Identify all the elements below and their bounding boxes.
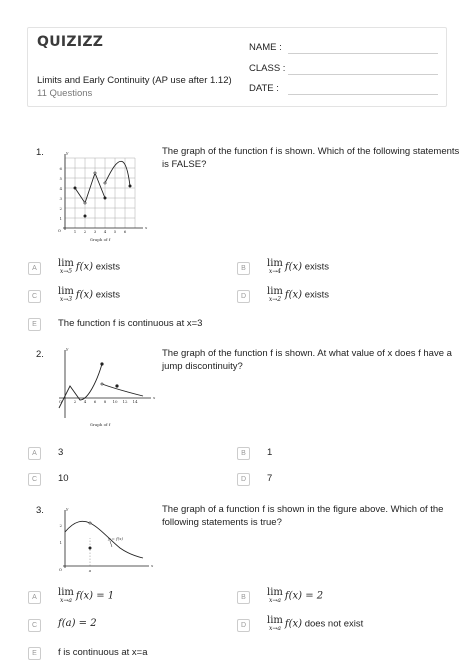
class-line bbox=[288, 74, 438, 75]
limit-symbol: lim x→a bbox=[58, 587, 74, 604]
origin-label: O bbox=[58, 567, 62, 572]
class-label: CLASS : bbox=[249, 63, 286, 74]
y-axis-label: y bbox=[66, 506, 69, 511]
option-a[interactable] bbox=[58, 588, 114, 604]
worksheet-title: Limits and Early Continuity (AP use after 1.12) bbox=[37, 75, 232, 86]
question-number: 1. bbox=[36, 147, 44, 158]
option-a-box[interactable]: A bbox=[28, 262, 41, 275]
limit-symbol: lim x→2 bbox=[267, 286, 283, 303]
option-d-box[interactable]: D bbox=[237, 473, 250, 486]
option-b-box[interactable]: B bbox=[237, 591, 250, 604]
option-e[interactable]: f is continuous at x=a bbox=[58, 647, 148, 658]
x-axis-label: x bbox=[151, 563, 154, 568]
limit-symbol: lim x→a bbox=[267, 615, 283, 632]
option-expression: f(x) = 2 bbox=[284, 590, 324, 602]
x-tick: 2 bbox=[73, 399, 77, 404]
x-tick: 4 bbox=[83, 399, 87, 404]
x-tick: 8 bbox=[103, 399, 107, 404]
option-b-box[interactable]: B bbox=[237, 447, 250, 460]
curve-label: y = f(x) bbox=[108, 536, 124, 541]
option-c[interactable]: 10 bbox=[58, 473, 69, 484]
question-3-graph bbox=[55, 508, 155, 578]
y-tick: 2 bbox=[59, 523, 62, 528]
name-line bbox=[288, 53, 438, 54]
option-d-box[interactable]: D bbox=[237, 619, 250, 632]
option-c[interactable] bbox=[58, 618, 97, 629]
option-d[interactable] bbox=[267, 616, 363, 632]
limit-symbol: lim x→4 bbox=[267, 258, 283, 275]
x-tick: 1 bbox=[73, 229, 77, 234]
option-c-box[interactable]: C bbox=[28, 619, 41, 632]
option-e-box[interactable]: E bbox=[28, 318, 41, 331]
quizizz-logo: QUIZIZZ bbox=[37, 34, 104, 50]
option-expression: f(x) bbox=[284, 261, 303, 273]
x-tick: 3 bbox=[93, 229, 97, 234]
question-2-graph bbox=[55, 346, 155, 431]
x-tick: 6 bbox=[93, 399, 97, 404]
x-tick: 12 bbox=[122, 399, 128, 404]
question-count: 11 Questions bbox=[37, 88, 93, 99]
question-text: The graph of the function f is shown. Which of the following statements is FALSE? bbox=[162, 146, 460, 170]
y-tick: 1 bbox=[59, 216, 62, 221]
option-b[interactable] bbox=[267, 259, 329, 275]
option-c[interactable] bbox=[58, 287, 120, 303]
option-suffix: does not exist bbox=[304, 618, 364, 630]
graph-caption: Graph of f bbox=[89, 422, 111, 427]
y-axis-label: y bbox=[66, 150, 69, 155]
limit-symbol: lim x→5 bbox=[58, 258, 74, 275]
option-a[interactable] bbox=[58, 259, 120, 275]
y-tick: 1 bbox=[59, 540, 62, 545]
option-b[interactable] bbox=[267, 588, 323, 604]
x-tick: 10 bbox=[112, 399, 118, 404]
option-expression: f(x) bbox=[284, 618, 303, 630]
option-d-box[interactable]: D bbox=[237, 290, 250, 303]
question-text: The graph of a function f is shown in the figure above. Which of the following statements is true? bbox=[162, 504, 444, 528]
option-suffix: exists bbox=[95, 261, 120, 273]
option-e[interactable]: The function f is continuous at x=3 bbox=[58, 318, 203, 329]
option-c-box[interactable]: C bbox=[28, 473, 41, 486]
date-line bbox=[288, 94, 438, 95]
option-b[interactable]: 1 bbox=[267, 447, 273, 458]
option-expression: f(x) bbox=[75, 261, 94, 273]
y-tick: 6 bbox=[59, 166, 62, 171]
question-number: 3. bbox=[36, 505, 44, 516]
option-d[interactable] bbox=[267, 287, 329, 303]
option-a-box[interactable]: A bbox=[28, 447, 41, 460]
y-tick: 3 bbox=[59, 196, 62, 201]
graph-caption: Graph of f bbox=[89, 237, 111, 242]
option-suffix: exists bbox=[304, 289, 329, 301]
option-c-box[interactable]: C bbox=[28, 290, 41, 303]
origin-label: O bbox=[57, 228, 61, 233]
option-b-box[interactable]: B bbox=[237, 262, 250, 275]
x-tick: 14 bbox=[132, 399, 138, 404]
date-label: DATE : bbox=[249, 83, 279, 94]
option-expression: f(x) = 1 bbox=[75, 590, 115, 602]
x-tick: 6 bbox=[123, 229, 127, 234]
y-axis-label: y bbox=[66, 346, 69, 351]
question-text: The graph of the function f is shown. At what value of x does f have a jump discontinuity? bbox=[162, 348, 452, 372]
option-a-box[interactable]: A bbox=[28, 591, 41, 604]
option-expression: f(x) bbox=[284, 289, 303, 301]
option-expression: f(x) bbox=[75, 289, 94, 301]
x-axis-label: x bbox=[145, 225, 148, 230]
option-suffix: exists bbox=[304, 261, 329, 273]
x-tick: 5 bbox=[113, 229, 117, 234]
question-1-graph bbox=[55, 148, 155, 248]
option-d[interactable]: 7 bbox=[267, 473, 273, 484]
y-tick: 4 bbox=[59, 186, 62, 191]
x-tick: 4 bbox=[103, 229, 107, 234]
question-number: 2. bbox=[36, 349, 44, 360]
option-suffix: exists bbox=[95, 289, 120, 301]
x-axis-label: x bbox=[153, 395, 156, 400]
y-tick: 2 bbox=[59, 206, 62, 211]
limit-symbol: lim x→a bbox=[267, 587, 283, 604]
option-expression: f(a) = 2 bbox=[58, 618, 97, 629]
y-tick: 5 bbox=[59, 176, 62, 181]
x-tick: a bbox=[88, 568, 92, 573]
origin-label: O bbox=[58, 399, 62, 404]
x-tick: 2 bbox=[83, 229, 87, 234]
name-label: NAME : bbox=[249, 42, 282, 53]
option-a[interactable]: 3 bbox=[58, 447, 64, 458]
option-e-box[interactable]: E bbox=[28, 647, 41, 660]
limit-symbol: lim x→3 bbox=[58, 286, 74, 303]
